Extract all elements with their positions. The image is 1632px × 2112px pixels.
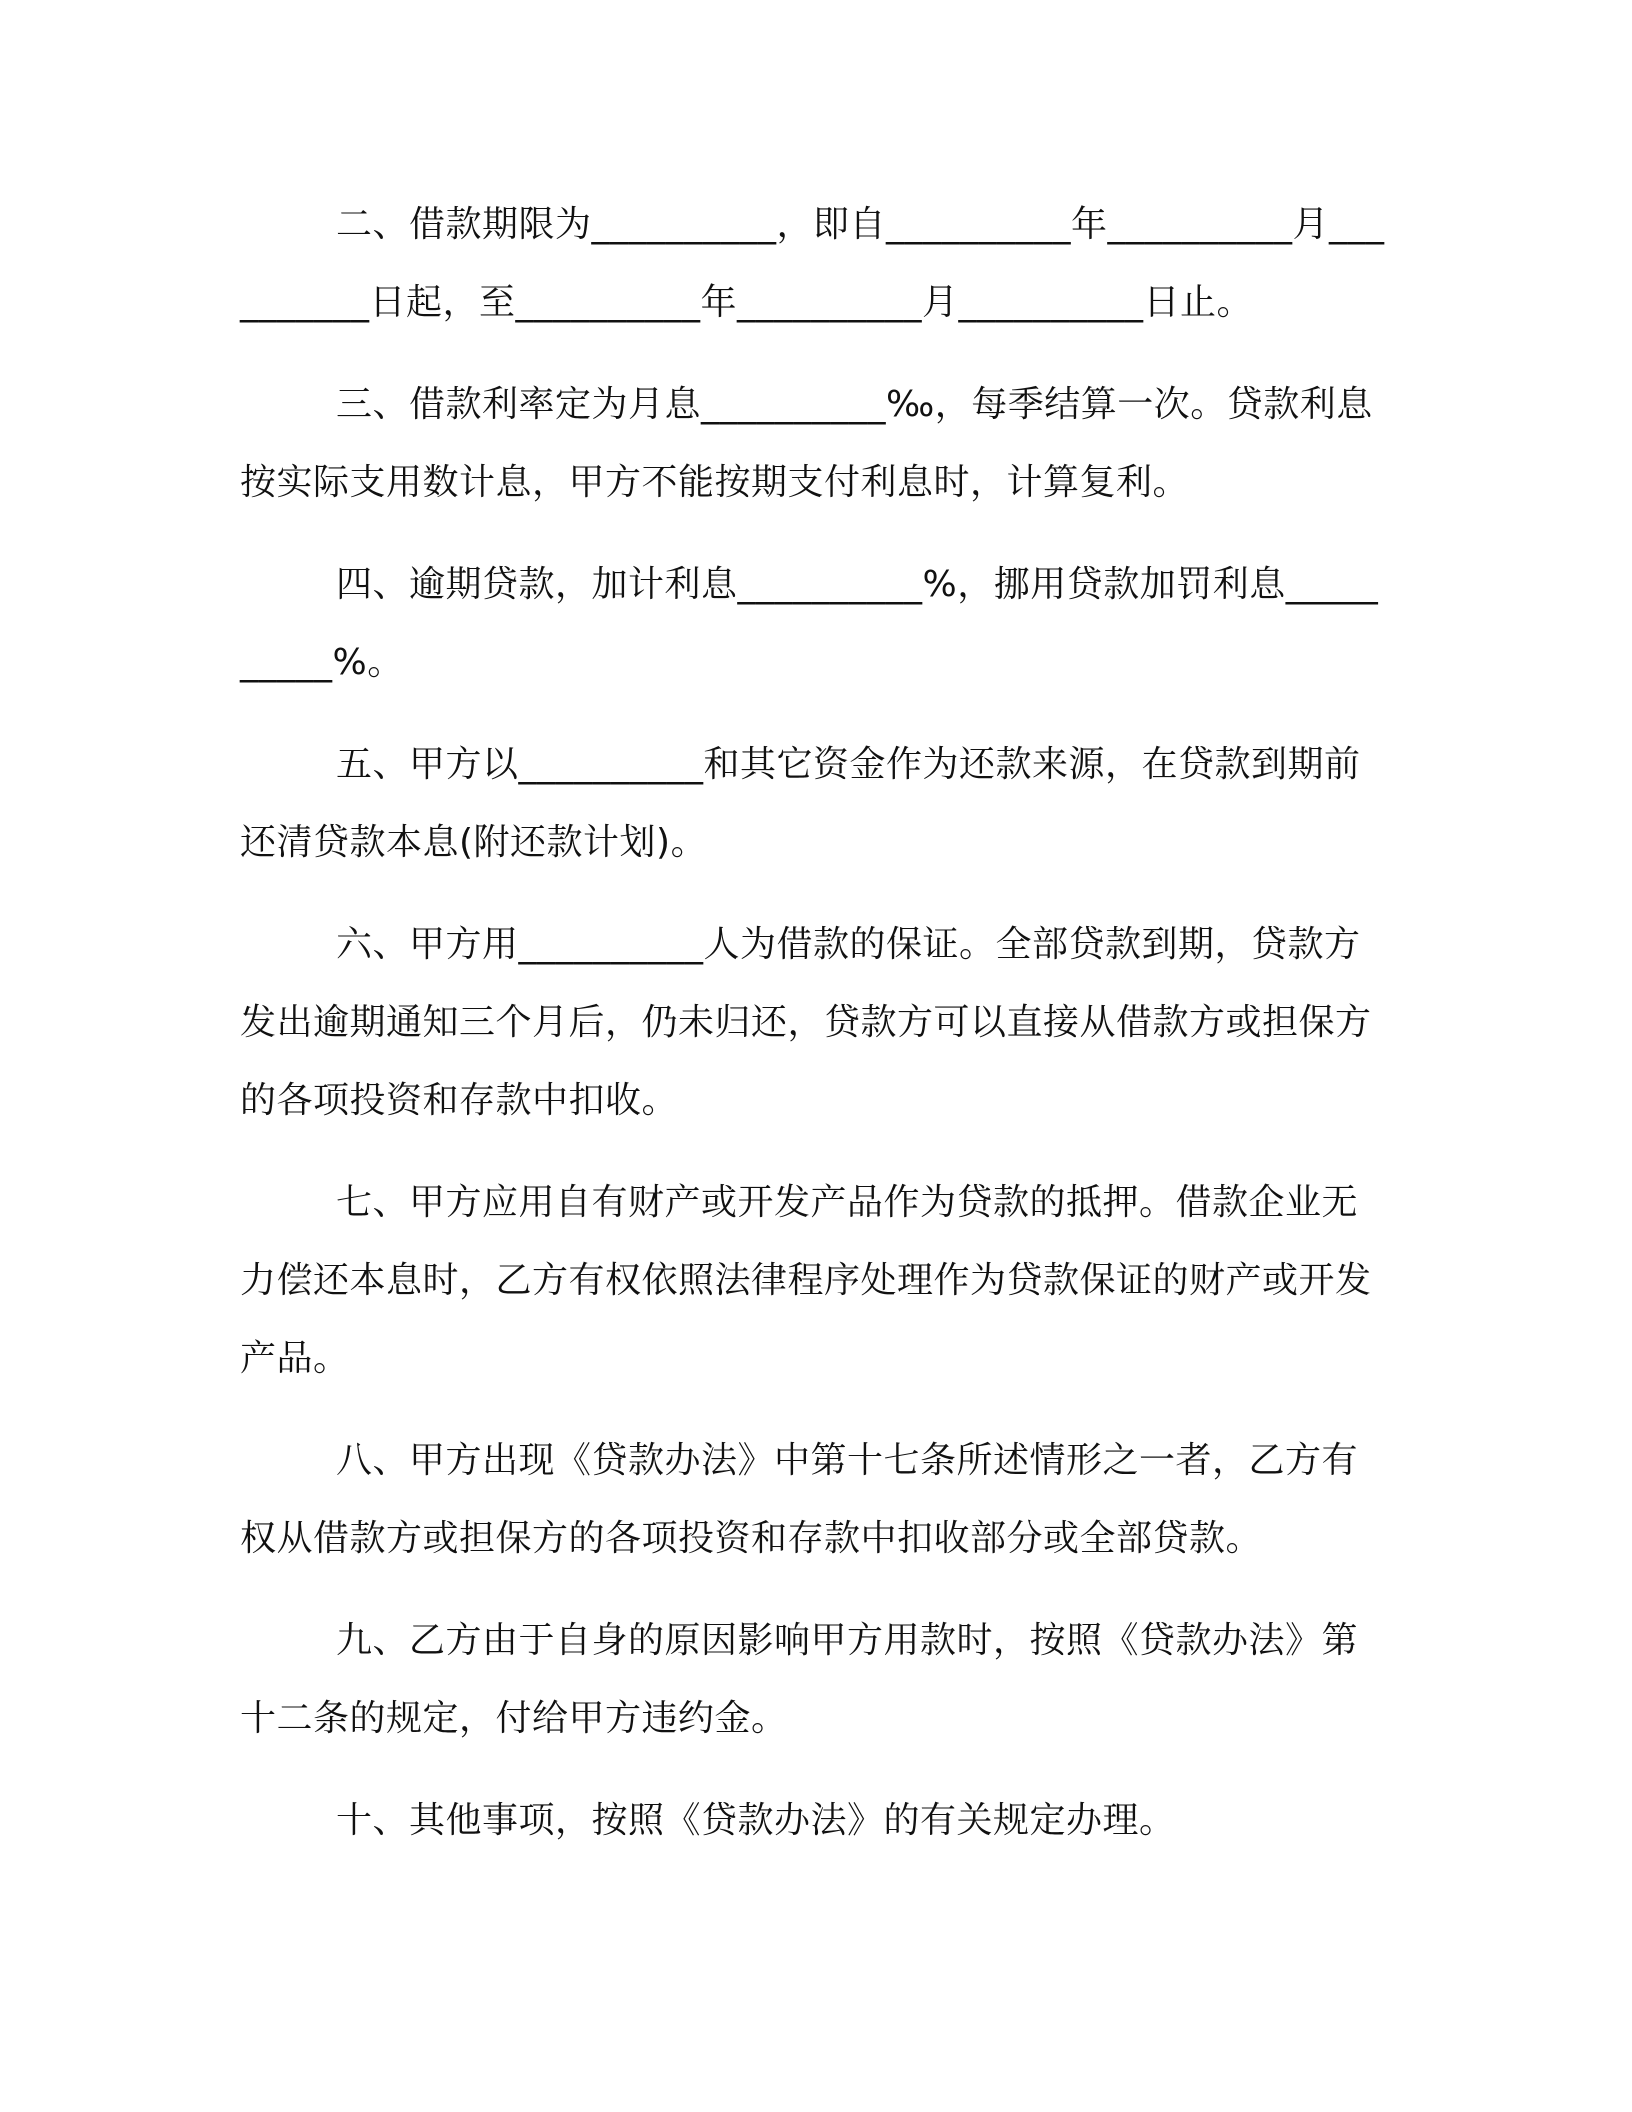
clause-8-deduction: 八、甲方出现《贷款办法》中第十七条所述情形之一者，乙方有权从借款方或担保方的各项投资和存款中扣收部分或全部贷款。 bbox=[240, 1440, 1359, 1559]
document-body bbox=[240, 186, 1390, 1884]
clause-2-loan-term: 二、借款期限为__________，即自__________年__________月__________日起，至__________年__________月__________日止。 bbox=[240, 204, 1385, 323]
clause-7-collateral: 七、甲方应用自有财产或开发产品作为贷款的抵押。借款企业无力偿还本息时，乙方有权依照法律程序处理作为贷款保证的财产或开发产品。 bbox=[240, 1182, 1372, 1379]
clause-9-penalty: 九、乙方由于自身的原因影响甲方用款时，按照《贷款办法》第十二条的规定，付给甲方违约金。 bbox=[240, 1620, 1359, 1739]
clause-6-guarantee: 六、甲方用__________人为借款的保证。全部贷款到期，贷款方发出逾期通知三个月后，仍未归还，贷款方可以直接从借款方或担保方的各项投资和存款中扣收。 bbox=[240, 924, 1372, 1121]
clause-3-interest-rate: 三、借款利率定为月息__________‰，每季结算一次。贷款利息按实际支用数计息，甲方不能按期支付利息时，计算复利。 bbox=[240, 384, 1373, 503]
clause-5-repayment-source: 五、甲方以__________和其它资金作为还款来源，在贷款到期前还清贷款本息(附还款计划)。 bbox=[240, 744, 1361, 863]
clause-10-other-matters: 十、其他事项，按照《贷款办法》的有关规定办理。 bbox=[336, 1800, 1176, 1841]
clause-4-overdue-interest: 四、逾期贷款，加计利息__________%，挪用贷款加罚利息__________%。 bbox=[240, 564, 1379, 683]
